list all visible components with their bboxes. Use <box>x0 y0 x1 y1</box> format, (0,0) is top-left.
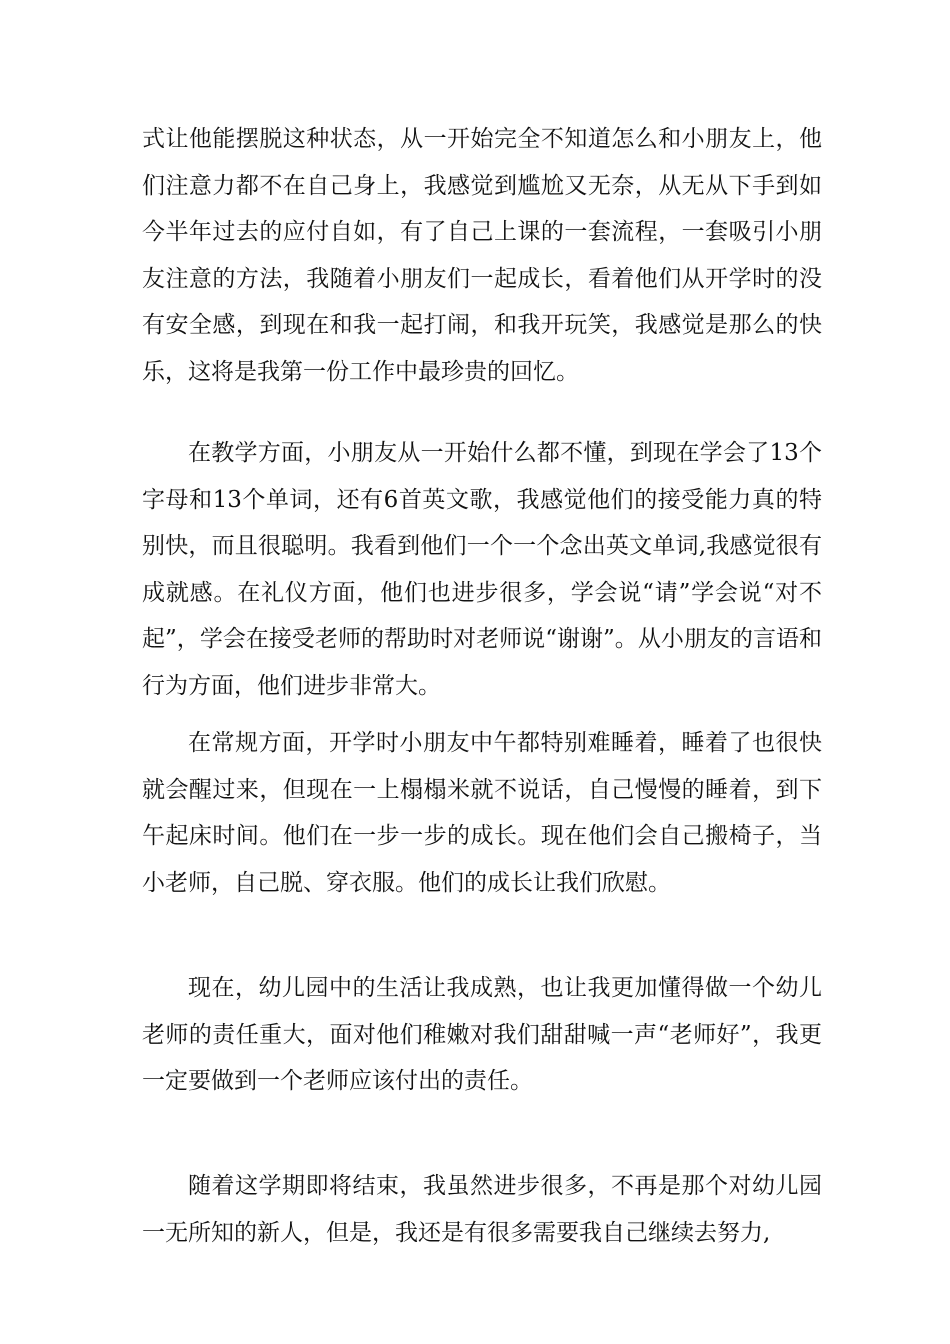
paragraph-growth: 现在，幼儿园中的生活让我成熟，也让我更加懂得做一个幼儿老师的责任重大，面对他们稚嫩对我们甜甜喊一声“老师好”，我更一定要做到一个老师应该付出的责任。 <box>142 975 822 1094</box>
paragraph-routine: 在常规方面，开学时小朋友中午都特别难睡着，睡着了也很快就会醒过来，但现在一上榻榻米就不说话，自己慢慢的睡着，到下午起床时间。他们在一步一步的成长。现在他们会自己搬椅子，当小老师，自己脱、穿衣服。他们的成长让我们欣慰。 <box>142 730 822 896</box>
paragraph-teaching: 在教学方面，小朋友从一开始什么都不懂，到现在学会了13个字母和13个单词，还有6首英文歌，我感觉他们的接受能力真的特别快，而且很聪明。我看到他们一个一个念出英文单词,我感觉很有成就感。在礼仪方面，他们也进步很多，学会说“请”学会说“对不起”，学会在接受老师的帮助时对老师说“谢谢”。从小朋友的言语和行为方面，他们进步非常大。 <box>142 440 822 699</box>
paragraph-continuation: 式让他能摆脱这种状态，从一开始完全不知道怎么和小朋友上，他们注意力都不在自己身上，我感觉到尴尬又无奈，从无从下手到如今半年过去的应付自如，有了自己上课的一套流程，一套吸引小朋友注意的方法，我随着小朋友们一起成长，看着他们从开学时的没有安全感，到现在和我一起打闹，和我开玩笑，我感觉是那么的快乐，这将是我第一份工作中最珍贵的回忆。 <box>142 126 822 385</box>
paragraph-semester-end: 随着这学期即将结束，我虽然进步很多，不再是那个对幼儿园一无所知的新人，但是，我还是有很多需要我自己继续去努力, <box>142 1173 822 1246</box>
